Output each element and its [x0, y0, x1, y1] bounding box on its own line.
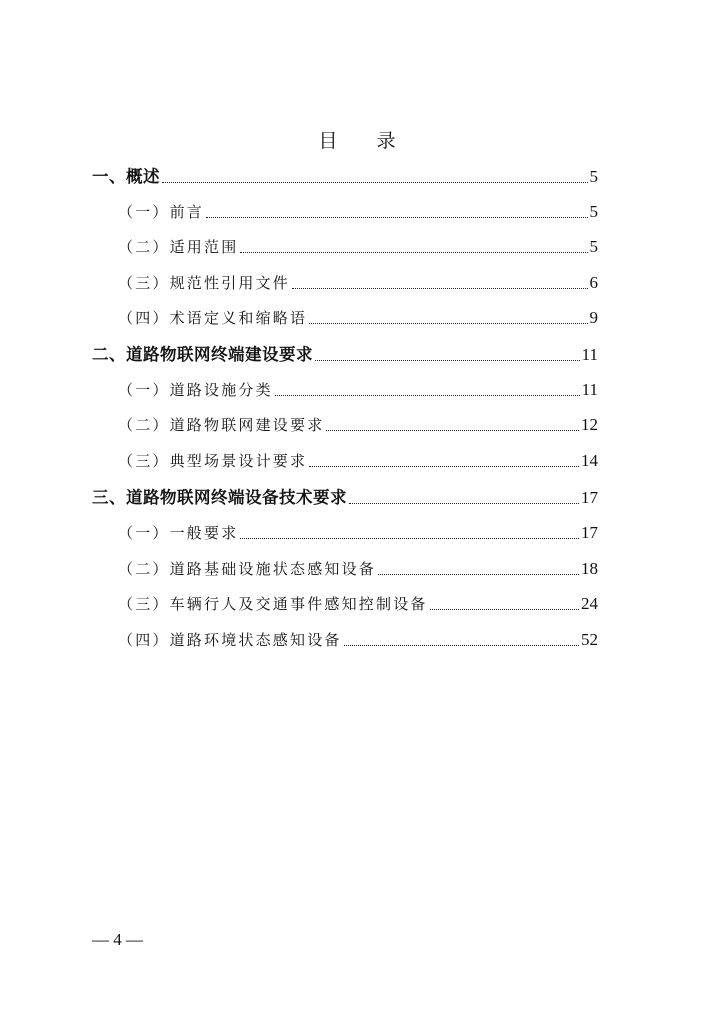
toc-page-number: 11: [581, 345, 598, 364]
toc-entry-label: （二）道路基础设施状态感知设备: [118, 560, 377, 578]
toc-dot-leader: [315, 360, 580, 361]
page-title: 目 录: [318, 130, 406, 152]
toc-dot-leader: [344, 645, 579, 646]
toc-dot-leader: [430, 609, 579, 610]
toc-dot-leader: [275, 395, 580, 396]
toc-entry-technical-requirements[interactable]: [92, 486, 598, 510]
toc-entry-label: （三）车辆行人及交通事件感知控制设备: [118, 595, 428, 613]
toc-entry-iot-construction[interactable]: [118, 413, 598, 437]
toc-entry-construction-requirements[interactable]: [92, 343, 598, 367]
toc-entry-label: （三）规范性引用文件: [118, 274, 291, 292]
toc-page-number: 5: [589, 167, 598, 186]
toc-dot-leader: [240, 252, 587, 253]
toc-entry-scope[interactable]: [118, 235, 598, 259]
toc-entry-label: （一）道路设施分类: [118, 381, 273, 399]
toc-entry-label: 二、道路物联网终端建设要求: [92, 345, 313, 364]
toc-entry-terms-definitions[interactable]: [118, 306, 598, 330]
page-number-footer: — 4 —: [92, 930, 143, 949]
toc-page-number: 5: [589, 237, 598, 256]
toc-dot-leader: [309, 323, 587, 324]
toc-entry-label: （四）术语定义和缩略语: [118, 309, 308, 327]
toc-entry-label: （一）前言: [118, 203, 205, 221]
toc-dot-leader: [292, 288, 587, 289]
toc-entry-label: 一、概述: [92, 167, 160, 186]
toc-page-number: 9: [589, 308, 598, 327]
toc-entry-label: （二）适用范围: [118, 238, 239, 256]
toc-entry-traffic-event-sensing[interactable]: [118, 592, 598, 616]
toc-page-number: 11: [581, 380, 598, 399]
toc-dot-leader: [378, 574, 579, 575]
toc-entry-scenario-design[interactable]: [118, 449, 598, 473]
toc-entry-preface[interactable]: [118, 200, 598, 224]
toc-page-number: 18: [581, 559, 598, 578]
toc-dot-leader: [309, 466, 579, 467]
toc-page-number: 52: [581, 630, 598, 649]
toc-entry-infrastructure-sensing[interactable]: [118, 557, 598, 581]
toc-page-number: 17: [581, 523, 598, 542]
toc-entry-environment-sensing[interactable]: [118, 628, 598, 652]
toc-page-number: 6: [589, 273, 598, 292]
toc-entry-facility-classification[interactable]: [118, 378, 598, 402]
toc-entry-general-requirements[interactable]: [118, 521, 598, 545]
toc-entry-label: （二）道路物联网建设要求: [118, 416, 325, 434]
toc-dot-leader: [240, 538, 579, 539]
toc-page-number: 17: [581, 488, 598, 507]
toc-entry-overview[interactable]: [92, 165, 598, 189]
toc-entry-label: （四）道路环境状态感知设备: [118, 631, 342, 649]
toc-dot-leader: [326, 430, 579, 431]
toc-dot-leader: [206, 217, 587, 218]
toc-entry-label: （一）一般要求: [118, 524, 239, 542]
toc-dot-leader: [162, 182, 588, 183]
toc-entry-label: （三）典型场景设计要求: [118, 452, 308, 470]
toc-entry-normative-references[interactable]: [118, 271, 598, 295]
toc-page-number: 12: [581, 415, 598, 434]
toc-entry-label: 三、道路物联网终端设备技术要求: [92, 488, 347, 507]
toc-page-number: 5: [589, 202, 598, 221]
toc-dot-leader: [349, 503, 579, 504]
toc-page-number: 24: [581, 594, 598, 613]
toc-page-number: 14: [581, 451, 598, 470]
